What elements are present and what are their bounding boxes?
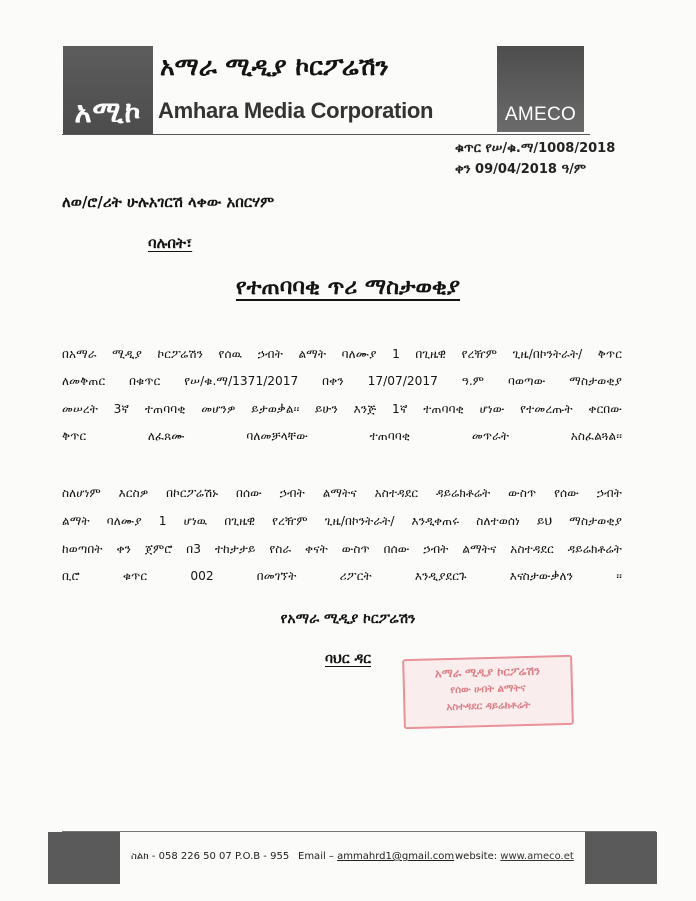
stamp-line: የሰው ሀብት ልማትና xyxy=(450,683,526,696)
stamp-line: አማራ ሚዲያ ኮርፖሬሽን xyxy=(434,663,541,681)
addressee: ለወ/ሮ/ሪት ሁሉአገርሽ ላቀው አበርሃም xyxy=(62,193,275,211)
org-name-amharic: አማራ ሚዲያ ኮርፖሬሽን xyxy=(160,52,389,81)
official-stamp xyxy=(402,655,574,729)
paragraph-1-line: በአማራ ሚዲያ ኮርፖሬሽን የሰዉ ኃብት ልማት ባለሙያ 1 በጊዜዊ የረዥም ጊዜ/በኮንትራት/ ቅጥር xyxy=(62,347,622,361)
paragraph-1-line: ለመቅጠር በቁጥር የሠ/ቁ.ማ/1371/2017 በቀን 17/07/2017 ዓ.ም ባወጣው ማስታወቂያ xyxy=(62,374,622,388)
paragraph-1-line: መሠረት 3ኛ ተጠባባቂ መሆንዎ ይታወቃል፡፡ ይሁን እንጅ 1ኛ ተጠባባቂ ሆነው የተመረጡት ቀርበው xyxy=(62,402,622,416)
ameco-logo-text: AMECO xyxy=(504,104,577,125)
pob-label: P.O.B - xyxy=(234,851,267,862)
paragraph-1-line: ቅጥር ለፈጸሙ ባለመቻላቸው ተጠባባቂ መጥራት አስፈልጓል፡፡ xyxy=(62,429,622,443)
website-link[interactable]: www.ameco.et xyxy=(500,851,574,862)
org-name-english: Amhara Media Corporation xyxy=(158,98,434,123)
ameco-logo xyxy=(497,46,584,132)
footer-block-left xyxy=(48,832,120,884)
email-label: Email – xyxy=(298,851,334,862)
footer-block-right xyxy=(585,832,657,884)
paragraph-2-line: ስለሆነም እርስዎ በኮርፖሬሽኑ በሰው ኃብት ልማትና አስተዳደር ዳይሬክቶሬት ውስጥ የሰው ኃብት xyxy=(62,486,622,500)
reference-number: ቁጥር የሠ/ቁ.ማ/1008/2018 xyxy=(455,141,616,156)
footer-email xyxy=(298,851,454,862)
paragraph-2-line: ቢሮ ቁጥር 002 በመገኘት ሪፖርት እንዲያደርጉ እናስታውቃለን ፡፡ xyxy=(62,569,622,583)
phone-label: ስልክ - xyxy=(131,851,156,862)
logo-text: አሚኮ xyxy=(74,95,142,129)
phone-number: 058 226 50 07 xyxy=(158,851,232,862)
stamp-line: አስተዳደር ዳይሬክቶሬት xyxy=(446,699,531,714)
closing-organization: የአማራ ሚዲያ ኮርፖሬሽን xyxy=(280,611,416,627)
letter-date: ቀን 09/04/2018 ዓ/ም xyxy=(455,162,587,177)
website-label: website: xyxy=(455,851,498,862)
paragraph-2-line: ልማት ባለሙያ 1 ሆነዉ በጊዜዊ የረዥም ጊዜ/በኮንትራት/ እንዲቀጠሩ ስለተወሰነ ይህ ማስታወቂያ xyxy=(62,514,622,528)
footer-website xyxy=(455,851,574,862)
email-link[interactable]: ammahrd1@gmail.com xyxy=(337,851,455,862)
amharic-logo xyxy=(63,46,153,134)
pob-number: 955 xyxy=(270,851,290,862)
header-divider xyxy=(62,134,590,135)
letter-subject: የተጠባባቂ ጥሪ ማስታወቂያ xyxy=(235,275,461,300)
paragraph-2-line: ከወጣበት ቀን ጀምሮ በ3 ተከታታይ የስራ ቀናት ውስጥ በሰው ኃብት ልማትና አስተዳደር ዳይሬክቶሬት xyxy=(62,542,622,556)
footer-divider xyxy=(62,831,656,832)
closing-city: ባህር ዳር xyxy=(325,651,371,667)
regarding-line: ባሉበት፣ xyxy=(148,234,193,252)
footer-phone xyxy=(131,851,289,862)
